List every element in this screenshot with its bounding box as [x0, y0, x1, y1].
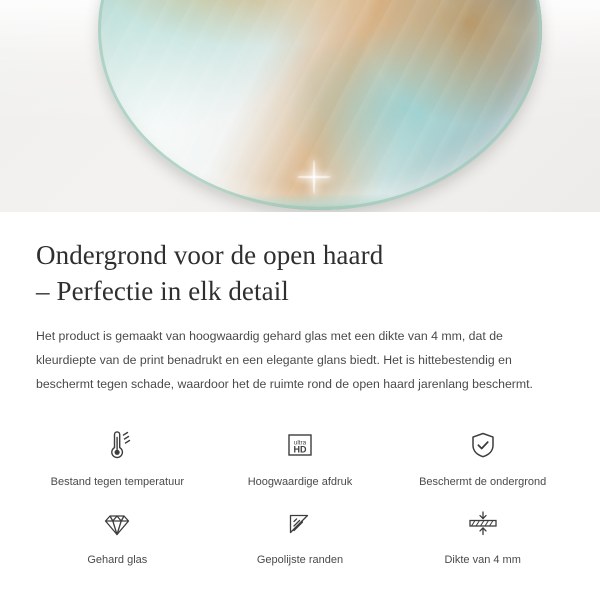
hero-image — [0, 0, 600, 212]
svg-text:ultra: ultra — [293, 439, 307, 447]
feature-item-thickness — [391, 501, 574, 567]
thermometer-icon — [97, 423, 137, 467]
shield-check-icon — [463, 423, 503, 467]
feature-label: Beschermt de ondergrond — [419, 476, 547, 489]
headline-line-1: Ondergrond voor de open haard — [36, 240, 384, 270]
feature-label: Gepolijste randen — [256, 554, 344, 567]
feature-label: Gehard glas — [87, 554, 148, 567]
feature-label: Hoogwaardige afdruk — [247, 476, 353, 489]
description-paragraph: Het product is gemaakt van hoogwaardig gehard glas met een dikte van 4 mm, dat de kleurdiepte van de print benadrukt en een elegante glans biedt. Het is hittebestendig en beschermt tegen schade, waardoor het de ruimte rond de open haard jarenlang beschermt. — [36, 329, 533, 392]
feature-item-polished-edges — [209, 501, 392, 567]
diamond-icon — [97, 501, 137, 545]
ultra-hd-icon — [280, 423, 320, 467]
feature-item-tempered-glass — [26, 501, 209, 567]
svg-text:HD: HD — [293, 444, 307, 455]
feature-item-surface-protection — [391, 423, 574, 489]
headline-line-2: – Perfectie in elk detail — [36, 275, 289, 306]
feature-item-temperature — [26, 423, 209, 489]
text-block — [0, 212, 600, 397]
feature-label: Bestand tegen temperatuur — [50, 476, 184, 489]
polished-edges-icon — [280, 501, 320, 545]
feature-label: Dikte van 4 mm — [444, 554, 521, 567]
glass-plate-product-image — [98, 0, 542, 210]
page-title — [36, 238, 564, 309]
feature-grid — [0, 423, 600, 568]
thickness-4mm-icon — [461, 501, 505, 545]
feature-item-print-quality — [209, 423, 392, 489]
